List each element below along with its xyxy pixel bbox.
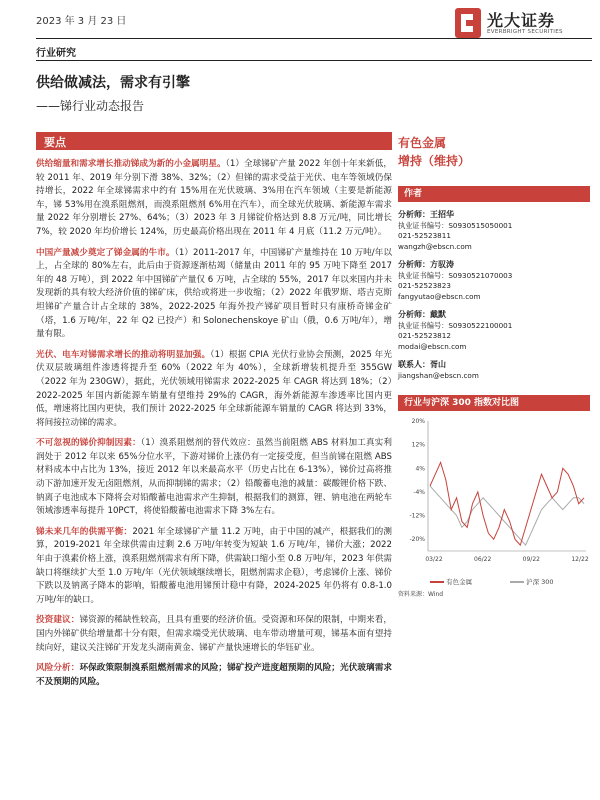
- y-tick-label: -4%: [413, 488, 425, 496]
- brand-logo: [455, 6, 595, 42]
- summary-header: [36, 132, 392, 150]
- series-line: [430, 462, 584, 545]
- legend-item-sector: 有色金属: [430, 577, 472, 586]
- legend-item-hs300: 沪深 300: [510, 577, 554, 586]
- summary-label: 要点: [44, 136, 66, 149]
- category-divider: [36, 60, 592, 61]
- analyst-card: 分析师：戴默 执业证书编号：S0930522100001 021-52523812 modai@ebscn.com: [398, 310, 513, 351]
- y-tick-label: 4%: [415, 465, 425, 473]
- summary-paragraph: 中国产量减少奠定了锑金属的牛市。（1）2011-2017 年，中国锑矿产量维持在 10 万吨/年以上，占全球的 80%左右，此后由于资源逐渐枯竭（储量由 2011 年的 95 万吨下降至 2017 年的 48 万吨），到 2022 年中国锑矿产量仅 6 万吨，占全球的 55%，2017 年以来国内并未发现新的具有较大经济价值的锑矿床，供给或将进一步收缩；（2）2022 年俄罗斯、塔吉克斯坦锑矿产量合计占全球的 38%，2022-2025 年海外投产锑矿项目暂时只有康桥奇锑金矿（塔，1.6 万吨/年，22 年 Q2 已投产）和 Solonechenskoye 矿山（俄，0.6 万吨/年），增量有限。: [36, 247, 392, 340]
- summary-paragraph: 不可忽视的锑价抑制因素：（1）溴系阻燃剂的替代效应：虽然当前阻燃 ABS 材料加工真实利润处于 2012 年以来 65%分位水平，下游对锑价上涨仍有一定接受度，但当前锑在阻燃 ABS 材料成本中占比为 13%，接近 2012 年以来最高水平（历史占比在 6-13%），锑价过高将推动下游加速开发无卤阻燃剂，从而抑制锑的需求；（2）铅酸蓄电池的减量：碳酸锂价格下跌、钠离子电池成本下降将会对铅酸蓄电池需求产生抑制，根据我们的测算，锂、钠电池在两轮车领域渗透率每提升 10PCT，将使铅酸蓄电池需求下降 3%左右。: [36, 438, 392, 517]
- x-tick-label: 03/22: [425, 556, 443, 563]
- sector-name: 有色金属: [398, 136, 447, 150]
- sidebar: [398, 134, 590, 601]
- summary-paragraph: 光伏、电车对锑需求增长的推动将明显加强。（1）根据 CPIA 光伏行业协会预测，2025 年光伏双层玻璃组件渗透将提升至 60%（2022 年为 40%），全球新增装机提升至 355GW（2022 年为 230GW），据此，光伏领域用锑需求 2022-2025 年 CAGR 将达到 18%；（2）2022-2025 年国内新能源车销量有望维持 29%的 CAGR，海外新能源车渗透率比国内更低，增速将比国内更快，我们预计 2022-2025 年全球新能源车销量的 CAGR 将达到 33%，将间接拉动锑的需求。: [36, 349, 392, 428]
- y-tick-label: 12%: [411, 441, 425, 449]
- summary-body: [36, 158, 392, 696]
- summary-paragraph: 供给缩量和需求增长推动锑成为新的小金属明星。（1）全球锑矿产量 2022 年创十年来新低，较 2011 年、2019 年分别下滑 38%、32%；（2）但锑的需求受益于光伏、电车等领域仍保持增长，2022 年全球锑需求中约有 15%用在光伏玻璃、3%用在汽车领域（主要是新能源车，锑 53%用在溴系阻燃剂，而溴系阻燃剂 6%用在汽车），而全球光伏玻璃、新能源车需求量 2022 年分别增长 27%、64%；（3）2023 年 3 月锑锭价格达到 8.8 万元/吨，同比增长 7%，较 2020 年均价增长 124%，历史最高价格出现在 2011 年 4 月底（11.2 万元/吨）。: [36, 159, 392, 237]
- index-comparison-chart: [398, 411, 590, 601]
- report-subtitle: ——锑行业动态报告: [36, 99, 145, 113]
- report-title: 供给做减法，需求有引擎: [36, 75, 190, 91]
- chart-header: 行业与沪深 300 指数对比图: [398, 395, 590, 411]
- x-tick-label: 06/22: [474, 556, 492, 563]
- y-tick-label: -12%: [409, 512, 425, 520]
- analyst-card: 分析师：方驭涛 执业证书编号：S0930521070003 021-52523823 fangyutao@ebscn.com: [398, 260, 513, 301]
- brand-logo-icon: [455, 8, 481, 38]
- header-divider: [36, 38, 592, 39]
- summary-paragraph: 锑未来几年的供需平衡：2021 年全球锑矿产量 11.2 万吨，由于中国的减产，根据我们的测算，2019-2021 年全球供需由过剩 2.6 万吨/年转变为短缺 1.6 万吨/年，锑价大涨；2022 年由于溴素价格上涨，溴系阻燃剂需求有所下降，供需缺口缩小至 0.8 万吨/年，2023 年供需缺口将继续扩大至 1.0 万吨/年（光伏领域继续增长，阻燃剂需求企稳），考虑锑价上涨、锑价下跌以及钠离子降本的影响，铅酸蓄电池用锑预计稳中有降，2024-2025 年仍将有 0.8-1.0 万吨/年的缺口。: [36, 526, 393, 605]
- risk-paragraph: 风险分析：环保政策限制溴系阻燃剂需求的风险；锑矿投产进度超预期的风险；光伏玻璃需求不及预期的风险。: [36, 663, 392, 687]
- rating: 增持（维持）: [398, 154, 471, 168]
- report-date: 2023 年 3 月 23 日: [36, 16, 127, 27]
- chart-source: 资料来源：Wind: [398, 591, 444, 598]
- analyst-card: 分析师：王招华 执业证书编号：S0930515050001 021-52523811 wangzh@ebscn.com: [398, 210, 513, 251]
- chart-canvas: [398, 411, 590, 576]
- analysts-header: 作者: [398, 186, 590, 202]
- summary-paragraph: 投资建议：锑资源的稀缺性较高，且具有重要的经济价值。受资源和环保的限制，中期来看，国内外锑矿供给增量都十分有限，但需求端受光伏玻璃、电车带动增量可观，锑基本面有望持续向好，建议关注锑矿开发龙头湖南黄金、锑矿产量快速增长的华钰矿业。: [36, 615, 392, 653]
- x-tick-label: 09/22: [522, 556, 540, 563]
- contact-card: 联系人：胥山 jiangshan@ebscn.com: [398, 360, 479, 380]
- brand-name-cn: 光大证券: [487, 11, 556, 30]
- y-tick-label: -20%: [409, 536, 425, 544]
- brand-name-en: EVERBRIGHT SECURITIES: [487, 29, 563, 35]
- report-category: 行业研究: [36, 48, 76, 59]
- x-tick-label: 12/22: [571, 556, 589, 563]
- y-tick-label: 20%: [411, 418, 425, 425]
